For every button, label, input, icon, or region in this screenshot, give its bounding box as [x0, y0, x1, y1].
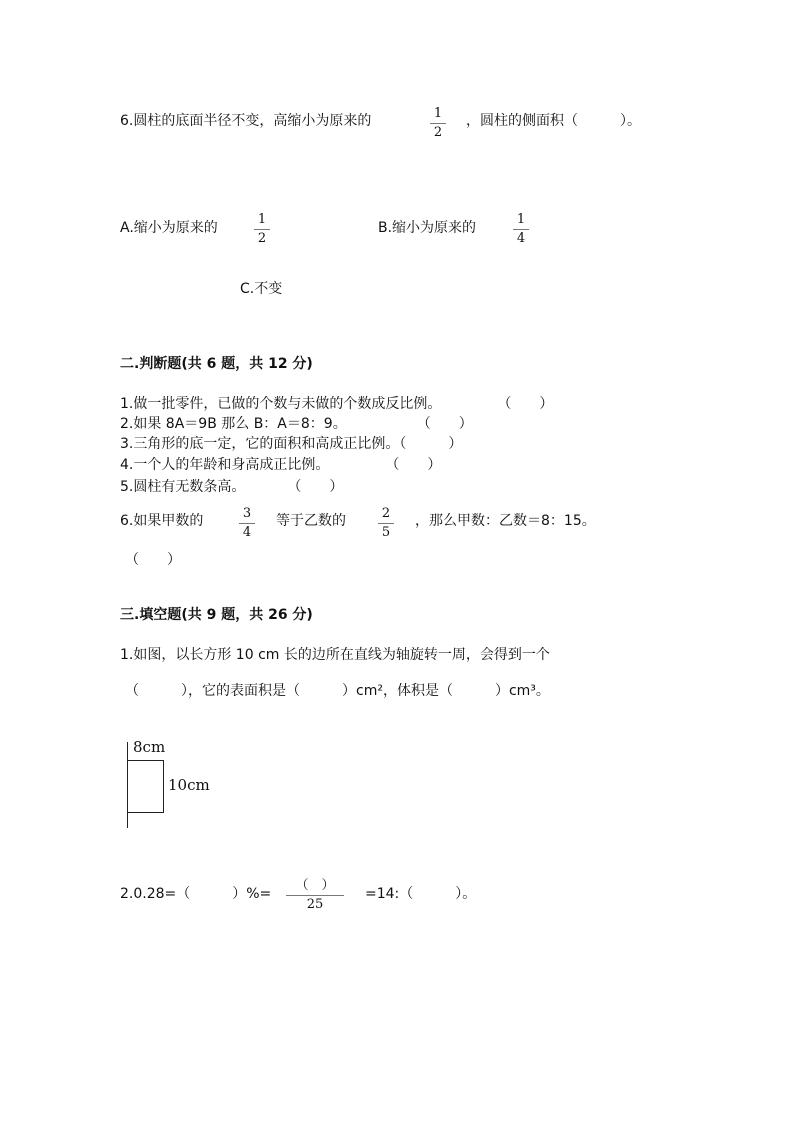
- q6-option-a-label: A.缩小为原来的: [120, 220, 218, 236]
- rectangle-figure: [120, 740, 240, 832]
- fill-q1-line2: （ ），它的表面积是（ ）cm²，体积是（ ）cm³。: [125, 683, 550, 699]
- tf-item-6-fraction-2: [375, 506, 397, 541]
- tf-item-2: 2.如果 8A＝9B 那么 B：A＝8：9。 （ ）: [120, 416, 473, 432]
- tf-item-4: 4.一个人的年龄和身高成正比例。 （ ）: [120, 457, 442, 473]
- fraction-bar: [430, 123, 446, 124]
- fraction-bar: [239, 523, 255, 524]
- fraction-denominator: 4: [242, 525, 252, 540]
- tf-item-5: 5.圆柱有无数条高。 （ ）: [120, 479, 344, 495]
- tf-item-6-suffix: ，那么甲数：乙数＝8：15。: [415, 513, 596, 529]
- fraction-numerator: （ ）: [295, 878, 335, 893]
- q6-stem-fraction: [427, 106, 449, 141]
- width-label: 8cm: [133, 738, 166, 756]
- fill-q1-line1: 1.如图，以长方形 10 cm 长的边所在直线为轴旋转一周，会得到一个: [120, 647, 550, 663]
- length-label: 10cm: [168, 776, 210, 794]
- fraction-numerator: 2: [381, 506, 391, 521]
- fraction-denominator: 2: [257, 231, 267, 246]
- q6-option-b-label: B.缩小为原来的: [378, 220, 477, 236]
- fraction-numerator: 1: [433, 106, 443, 121]
- section3-title: 三.填空题(共 9 题，共 26 分): [120, 607, 313, 623]
- tf-item-1: 1.做一批零件，已做的个数与未做的个数成反比例。 （ ）: [120, 396, 554, 412]
- fill-q2-prefix: 2.0.28=（ ）%=: [120, 886, 272, 902]
- tf-item-3: 3.三角形的底一定，它的面积和高成正比例。（ ）: [120, 436, 463, 452]
- fraction-denominator: 2: [433, 125, 443, 140]
- fill-q2-fraction: [286, 878, 344, 913]
- fraction-bar: [513, 229, 529, 230]
- fraction-bar: [254, 229, 270, 230]
- fill-q2-suffix: =14:（ ）。: [365, 886, 477, 902]
- fraction-denominator: 25: [306, 897, 324, 912]
- q6-stem-suffix: ，圆柱的侧面积（ ）。: [466, 113, 641, 129]
- fraction-numerator: 3: [242, 506, 252, 521]
- fraction-denominator: 5: [381, 525, 391, 540]
- fraction-numerator: 1: [516, 212, 526, 227]
- fraction-bar: [378, 523, 394, 524]
- fraction-numerator: 1: [257, 212, 267, 227]
- tf-item-6-middle: 等于乙数的: [276, 513, 346, 529]
- fraction-denominator: 4: [516, 231, 526, 246]
- q6-stem-prefix: 6.圆柱的底面半径不变，高缩小为原来的: [120, 113, 372, 129]
- q6-option-c: C.不变: [240, 281, 283, 297]
- tf-item-6-fraction-1: [236, 506, 258, 541]
- rectangle-shape: [128, 760, 164, 813]
- q6-option-b-fraction: [510, 212, 532, 247]
- tf-item-6-prefix: 6.如果甲数的: [120, 513, 204, 529]
- section2-title: 二.判断题(共 6 题，共 12 分): [120, 356, 313, 372]
- q6-option-a-fraction: [251, 212, 273, 247]
- tf-item-6-blank: （ ）: [125, 552, 181, 568]
- fraction-bar: [286, 895, 344, 896]
